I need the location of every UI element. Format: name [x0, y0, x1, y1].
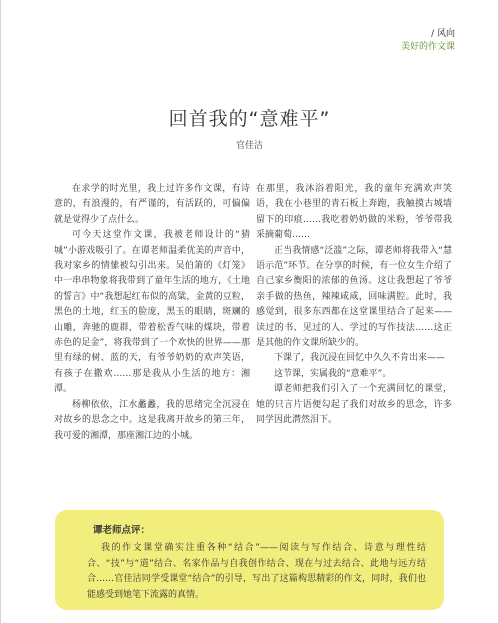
section-name: 风向	[436, 29, 455, 39]
left-column	[54, 182, 250, 444]
paragraph: 谭老师把我们引入了一个充满回忆的课堂，她的只言片语便勾起了我们对故乡的思念，许多同学因此潸然泪下。	[256, 384, 452, 426]
paragraph: 正当我情感“泛滥”之际，谭老师将我带入“慧语示范”环节。在分享的时候，有一位女生介绍了自己家乡衡阳的浓郁的鱼汤。这让我想起了爷爷亲手做的热鱼，辣辣咸咸，回味满腔。此时，我感觉到，很多东西都在这堂课里结合了起来——读过的书、见过的人、学过的写作技法……这正是其他的作文课所缺少的。	[256, 245, 452, 349]
paragraph: 这节课，实属我的“意难平”。	[274, 368, 392, 379]
right-column	[256, 182, 452, 429]
comment-title: 谭老师点评：	[93, 525, 151, 536]
section-subtitle: 美好的作文课	[400, 42, 455, 52]
paragraph: 可今天这堂作文课，我被老师设计的“猜城”小游戏吸引了。在谭老师温柔优美的声音中，我对家乡的情愫被勾引出来。吴伯箫的《灯笼》中一串串物象将我带到了童年生活的地方，《土地的誓言》中“我想起红布似的高粱，金黄的豆粒，黑色的土地，红玉的脸庞，黑玉的眼睛，斑斓的山雕，奔驰的鹿群，带着松香气味的煤块，带着赤色的足金”，将我带到了一个欢快的世界——那里有绿的树、蓝的天，有爷爷奶奶的欢声笑语，有孩子在撒欢……那是我从小生活的地方：湘潭。	[54, 230, 250, 395]
paragraph: 在求学的时光里，我上过许多作文课，有诗意的，有浪漫的，有严谨的，有活跃的，可偏偏就是觉得少了点什么。	[54, 184, 250, 225]
paragraph: 在那里，我沐浴着阳光，我的童年充满欢声笑语，我在小巷里的青石板上奔跑，我触摸古城墙留下的印痕……我吃着奶奶做的米粉，爷爷带我采摘葡萄……	[256, 184, 452, 241]
article-title: 回首我的“意难平”	[168, 108, 331, 130]
section-slash: /	[431, 29, 435, 39]
paragraph: 杨柳依依，江水蠡蠡，我的思绪完全沉浸在对故乡的思念之中。这是我离开故乡的第三年，我可爱的湘潭，那座湘江边的小城。	[54, 399, 250, 441]
section-header	[401, 28, 455, 54]
paragraph: 下课了，我沉浸在回忆中久久不肯出来——	[274, 353, 446, 364]
teacher-comment-box	[55, 510, 444, 610]
comment-body: 我的作文课堂确实注重各种“结合”——阅读与写作结合、诗意与理性结合、“技”与“道”结合、名家作品与自我创作结合、现在与过去结合、此地与远方结合……官佳洁同学受课堂“结合”的引导，写出了这篇构思精彩的作文，同时，我们也能感受到她笔下流露的真情。	[87, 543, 426, 600]
article-author: 官佳洁	[235, 141, 263, 151]
